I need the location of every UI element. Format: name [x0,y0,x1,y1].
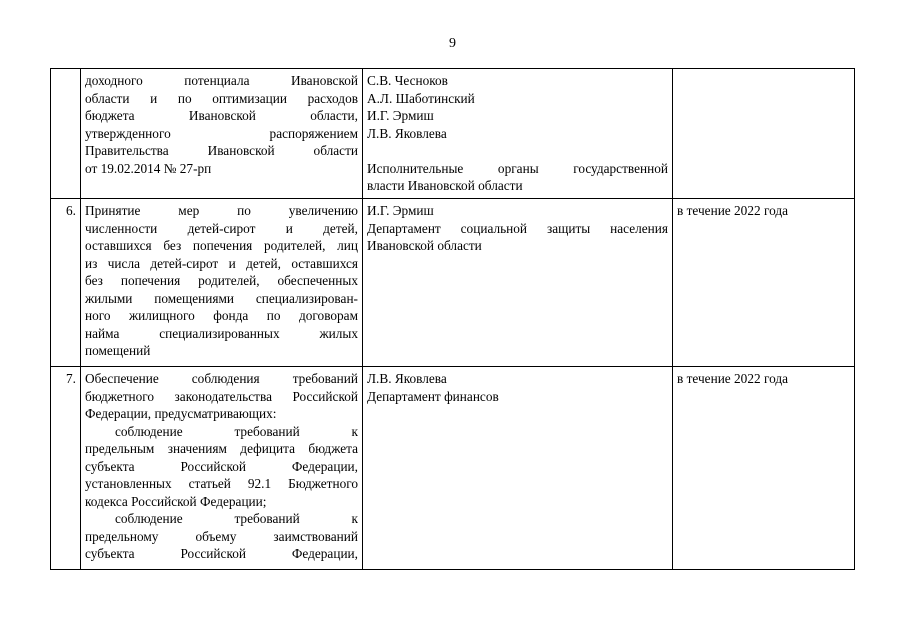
text-line: ного жилищного фонда по договорам [85,308,358,323]
responsible [363,69,673,199]
text-line: найма специализированных жилых [85,325,358,341]
text-line: доходного потенциала Ивановской [85,73,358,88]
text-line: области и по оптимизации расходов [85,90,358,106]
row-number: 7. [51,367,81,570]
text-line: предельному объему заимствований [85,528,358,544]
text-line: Принятие мер по увеличению [85,203,358,218]
text-line: соблюдение требований к [115,511,358,526]
responsible-line: Л.В. Яковлева [367,371,447,386]
text-line: численности детей-сирот и детей, [85,220,358,236]
text-line: Федерации, предусматривающих: [85,406,277,421]
text-line: Правительства Ивановской области [85,143,358,158]
text-line: от 19.02.2014 № 27-рп [85,160,212,176]
table-row [51,199,855,367]
blank-line [367,142,668,160]
responsible [363,367,673,570]
text-line: без попечения родителей, обеспеченных [85,273,358,288]
text-line: жилыми помещениями специализирован- [85,290,358,306]
text-line: установленных статьей 92.1 Бюджетного [85,476,358,491]
text-line: бюджетного законодательства Российской [85,388,358,404]
responsible-line: И.Г. Эрмиш [367,108,434,123]
deadline [673,69,855,199]
responsible-line: Исполнительные органы государственной [367,160,668,176]
text-line: соблюдение требований к [115,423,358,439]
row-number: 6. [51,199,81,367]
measure-text [81,69,363,199]
text-line: помещений [85,343,151,358]
text-line: кодекса Российской Федерации; [85,493,267,509]
table-row [51,367,855,570]
responsible-line: А.Л. Шаботинский [367,90,475,106]
text-line: субъекта Российской Федерации, [85,546,358,561]
responsible-line: Департамент социальной защиты населения [367,220,668,236]
text-line: предельным значениям дефицита бюджета [85,441,358,456]
text-line: утвержденного распоряжением [85,125,358,141]
text-line: бюджета Ивановской области, [85,108,358,123]
measure-text [81,199,363,367]
row-number [51,69,81,199]
responsible-line: С.В. Чесноков [367,73,448,88]
measures-table [50,68,855,570]
text-line: оставшихся без попечения родителей, лиц [85,238,358,253]
deadline: в течение 2022 года [673,367,855,570]
responsible [363,199,673,367]
responsible-line: И.Г. Эрмиш [367,203,434,218]
responsible-line: Департамент финансов [367,388,499,404]
text-line: субъекта Российской Федерации, [85,458,358,474]
responsible-line: власти Ивановской области [367,178,523,193]
responsible-line: Ивановской области [367,238,482,253]
text-line: Обеспечение соблюдения требований [85,371,358,386]
text-line: из числа детей-сирот и детей, оставшихся [85,255,358,271]
responsible-line: Л.В. Яковлева [367,125,447,141]
table-row [51,69,855,199]
measure-text [81,367,363,570]
deadline: в течение 2022 года [673,199,855,367]
page-number: 9 [449,36,456,51]
